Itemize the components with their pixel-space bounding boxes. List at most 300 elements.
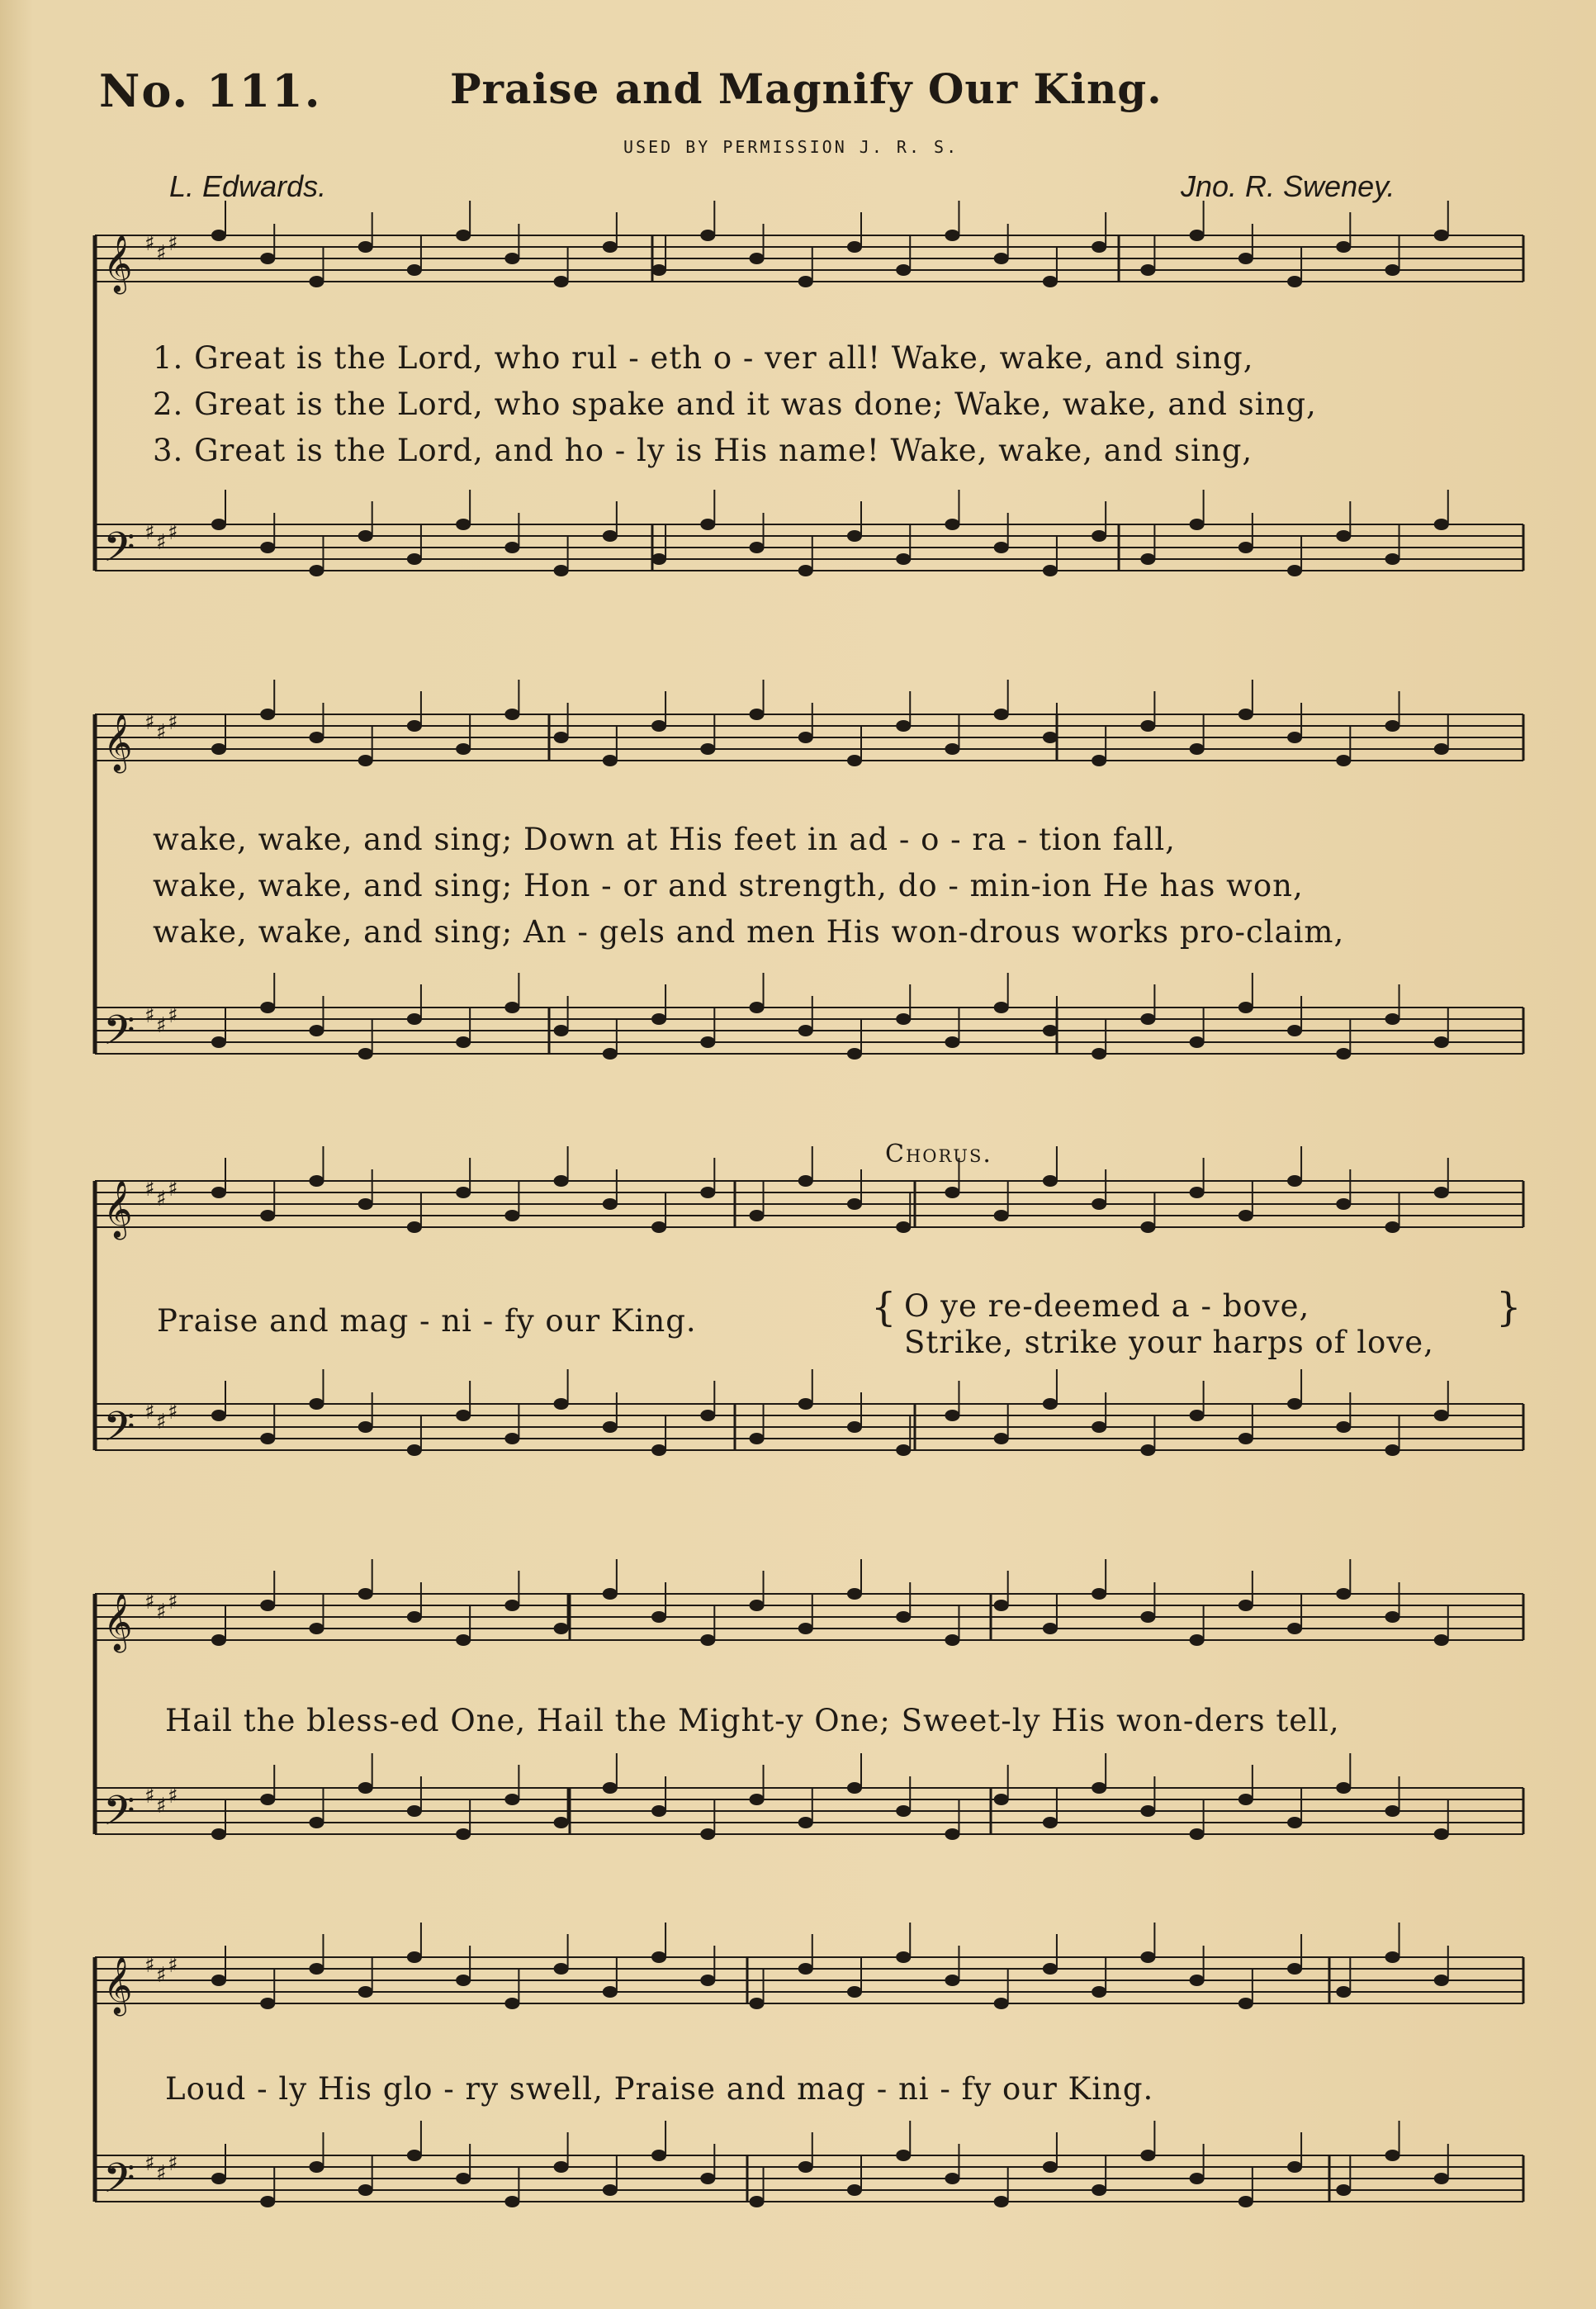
note-head xyxy=(456,1975,471,1986)
note-head xyxy=(260,709,275,720)
sharp-icon: ♯ xyxy=(156,720,167,745)
note-head xyxy=(1287,2161,1302,2173)
note-head xyxy=(994,1794,1009,1805)
note-head xyxy=(456,1410,471,1421)
note-head xyxy=(1238,253,1253,264)
note-head xyxy=(1385,1013,1400,1025)
note-head xyxy=(1238,2196,1253,2207)
sharp-icon: ♯ xyxy=(144,1590,155,1614)
note-head xyxy=(211,743,226,755)
note-head xyxy=(798,1398,813,1410)
bass-clef-icon: 𝄢 xyxy=(103,524,135,581)
verse-1-line-2: wake, wake, and sing; Down at His feet in ad - o - ra - tion fall, xyxy=(153,822,1176,857)
note-head xyxy=(1092,1782,1106,1794)
chorus-line-3: Loud - ly His glo - ry swell, Praise and mag - ni - fy our King. xyxy=(165,2071,1154,2107)
note-head xyxy=(554,1623,569,1634)
note-head xyxy=(1092,1421,1106,1433)
note-head xyxy=(1336,1986,1351,1998)
note-head xyxy=(358,530,373,542)
note-head xyxy=(1434,519,1449,530)
note-head xyxy=(211,1410,226,1421)
note-head xyxy=(1043,2161,1058,2173)
sharp-icon: ♯ xyxy=(156,1410,167,1434)
note-head xyxy=(1385,720,1400,732)
note-head xyxy=(1043,565,1058,576)
note-head xyxy=(1385,1805,1400,1817)
sharp-icon: ♯ xyxy=(156,530,167,555)
note-head xyxy=(309,2161,324,2173)
note-head xyxy=(260,1210,275,1221)
note-head xyxy=(1238,1600,1253,1611)
sharp-icon: ♯ xyxy=(168,2151,178,2176)
sharp-icon: ♯ xyxy=(156,241,167,266)
note-head xyxy=(798,1175,813,1187)
note-head xyxy=(700,1410,715,1421)
note-head xyxy=(994,2196,1009,2207)
note-head xyxy=(504,1433,519,1444)
note-head xyxy=(1238,709,1253,720)
note-head xyxy=(358,1782,373,1794)
note-head xyxy=(896,1805,911,1817)
note-head xyxy=(750,2196,765,2207)
note-head xyxy=(847,241,862,253)
note-head xyxy=(603,1198,618,1210)
note-head xyxy=(358,1048,373,1060)
note-head xyxy=(847,1048,862,1060)
note-head xyxy=(358,1588,373,1600)
note-head xyxy=(1434,1975,1449,1986)
note-head xyxy=(651,264,666,276)
note-head xyxy=(260,253,275,264)
note-head xyxy=(358,2184,373,2196)
note-head xyxy=(896,2150,911,2161)
note-head xyxy=(700,1187,715,1198)
note-head xyxy=(798,276,813,287)
note-head xyxy=(407,1221,422,1233)
note-head xyxy=(211,1975,226,1986)
note-head xyxy=(896,720,911,732)
sharp-icon: ♯ xyxy=(168,1590,178,1614)
note-head xyxy=(407,2150,422,2161)
treble-clef-icon: 𝄞 xyxy=(103,1593,133,1651)
note-head xyxy=(603,241,618,253)
note-head xyxy=(407,1013,422,1025)
sharp-icon: ♯ xyxy=(168,231,178,256)
note-head xyxy=(1238,1998,1253,2009)
note-head xyxy=(456,1634,471,1646)
note-head xyxy=(1336,1588,1351,1600)
note-head xyxy=(456,1187,471,1198)
note-head xyxy=(945,1410,959,1421)
note-head xyxy=(847,2184,862,2196)
sharp-icon: ♯ xyxy=(156,1600,167,1624)
sharp-icon: ♯ xyxy=(168,520,178,545)
note-head xyxy=(554,565,569,576)
note-head xyxy=(1092,530,1106,542)
note-head xyxy=(1190,743,1205,755)
note-head xyxy=(896,1951,911,1963)
note-head xyxy=(651,1951,666,1963)
note-head xyxy=(456,230,471,241)
note-head xyxy=(798,1025,813,1036)
chorus-line-2: Hail the bless-ed One, Hail the Might-y One; Sweet-ly His won-ders tell, xyxy=(165,1703,1340,1738)
note-head xyxy=(456,2173,471,2184)
note-head xyxy=(1043,1025,1058,1036)
note-head xyxy=(651,720,666,732)
note-head xyxy=(309,1398,324,1410)
verse-3-line-1: 3. Great is the Lord, and ho - ly is His name! Wake, wake, and sing, xyxy=(153,433,1253,468)
note-head xyxy=(750,253,765,264)
note-head xyxy=(798,1623,813,1634)
composer-credit: Jno. R. Sweney. xyxy=(1181,169,1395,203)
note-head xyxy=(1434,1828,1449,1840)
note-head xyxy=(1043,1623,1058,1634)
note-head xyxy=(945,1975,959,1986)
note-head xyxy=(554,276,569,287)
note-head xyxy=(945,519,959,530)
note-head xyxy=(1287,1025,1302,1036)
hymn-title: Praise and Magnify Our King. xyxy=(450,64,1163,113)
note-head xyxy=(1385,1611,1400,1623)
note-head xyxy=(260,542,275,553)
note-head xyxy=(1287,1175,1302,1187)
note-head xyxy=(309,1175,324,1187)
note-head xyxy=(945,1828,959,1840)
note-head xyxy=(700,1036,715,1048)
note-head xyxy=(1140,264,1155,276)
note-head xyxy=(1092,1048,1106,1060)
note-head xyxy=(1092,1198,1106,1210)
note-head xyxy=(309,1623,324,1634)
verse-3-line-2: wake, wake, and sing; An - gels and men His won-drous works pro-claim, xyxy=(153,914,1345,950)
note-head xyxy=(1287,1817,1302,1828)
note-head xyxy=(700,1634,715,1646)
note-head xyxy=(1092,241,1106,253)
note-head xyxy=(798,1817,813,1828)
note-head xyxy=(504,1600,519,1611)
note-head xyxy=(1336,1198,1351,1210)
note-head xyxy=(994,1210,1009,1221)
left-brace: { xyxy=(871,1284,897,1330)
note-head xyxy=(700,2173,715,2184)
note-head xyxy=(260,2196,275,2207)
note-head xyxy=(603,1421,618,1433)
note-head xyxy=(1385,553,1400,565)
note-head xyxy=(1140,1013,1155,1025)
note-head xyxy=(847,1782,862,1794)
permission-note: USED BY PERMISSION J. R. S. xyxy=(623,137,959,157)
note-head xyxy=(700,743,715,755)
note-head xyxy=(1287,1398,1302,1410)
note-head xyxy=(1434,2173,1449,2184)
note-head xyxy=(1238,1002,1253,1013)
note-head xyxy=(994,1998,1009,2009)
note-head xyxy=(554,1025,569,1036)
note-head xyxy=(945,743,959,755)
note-head xyxy=(750,542,765,553)
note-head xyxy=(847,755,862,766)
treble-clef-icon: 𝄞 xyxy=(103,1956,133,2014)
note-head xyxy=(603,755,618,766)
note-head xyxy=(1190,1828,1205,1840)
note-head xyxy=(750,1002,765,1013)
sharp-icon: ♯ xyxy=(144,1003,155,1028)
chorus-line-1b: Strike, strike your harps of love, xyxy=(904,1325,1434,1360)
note-head xyxy=(1043,1175,1058,1187)
note-head xyxy=(309,276,324,287)
note-head xyxy=(1092,755,1106,766)
note-head xyxy=(1434,1410,1449,1421)
note-head xyxy=(603,530,618,542)
note-head xyxy=(1336,2184,1351,2196)
verse-1-line-1: 1. Great is the Lord, who rul - eth o - ver all! Wake, wake, and sing, xyxy=(153,340,1254,376)
note-head xyxy=(1336,1048,1351,1060)
note-head xyxy=(1190,2173,1205,2184)
note-head xyxy=(554,1817,569,1828)
note-head xyxy=(1336,530,1351,542)
note-head xyxy=(358,1986,373,1998)
note-head xyxy=(407,1951,422,1963)
note-head xyxy=(456,519,471,530)
note-head xyxy=(1140,1805,1155,1817)
sharp-icon: ♯ xyxy=(156,1794,167,1818)
note-head xyxy=(260,1794,275,1805)
note-head xyxy=(504,1794,519,1805)
sharp-icon: ♯ xyxy=(144,231,155,256)
note-head xyxy=(651,1013,666,1025)
chorus-line-1a: O ye re-deemed a - bove, xyxy=(904,1288,1310,1324)
note-head xyxy=(1287,1623,1302,1634)
note-head xyxy=(504,542,519,553)
note-head xyxy=(945,1187,959,1198)
sharp-icon: ♯ xyxy=(144,1400,155,1425)
lyricist-credit: L. Edwards. xyxy=(169,169,327,203)
note-head xyxy=(260,1600,275,1611)
note-head xyxy=(994,542,1009,553)
note-head xyxy=(798,565,813,576)
note-head xyxy=(700,230,715,241)
note-head xyxy=(847,1588,862,1600)
note-head xyxy=(1434,1187,1449,1198)
note-head xyxy=(358,241,373,253)
note-head xyxy=(651,553,666,565)
note-head xyxy=(1092,1986,1106,1998)
note-head xyxy=(456,1828,471,1840)
sharp-icon: ♯ xyxy=(168,1400,178,1425)
note-head xyxy=(1336,241,1351,253)
note-head xyxy=(603,1048,618,1060)
note-head xyxy=(1434,1634,1449,1646)
note-head xyxy=(1385,264,1400,276)
chorus-label: Chorus. xyxy=(885,1140,992,1169)
note-head xyxy=(651,2150,666,2161)
note-head xyxy=(309,732,324,743)
verse-2-line-2: wake, wake, and sing; Hon - or and strength, do - min-ion He has won, xyxy=(153,868,1304,903)
note-head xyxy=(407,1611,422,1623)
note-head xyxy=(750,1998,765,2009)
note-head xyxy=(896,1013,911,1025)
note-head xyxy=(1287,276,1302,287)
note-head xyxy=(1140,2150,1155,2161)
note-head xyxy=(896,553,911,565)
note-head xyxy=(211,1634,226,1646)
sharp-icon: ♯ xyxy=(168,1784,178,1809)
note-head xyxy=(1092,1588,1106,1600)
note-head xyxy=(1043,276,1058,287)
note-head xyxy=(1140,720,1155,732)
note-head xyxy=(1287,1963,1302,1975)
hymn-number: No. 111. xyxy=(99,64,322,117)
bass-clef-icon: 𝄢 xyxy=(103,1787,135,1845)
note-head xyxy=(847,1421,862,1433)
note-head xyxy=(1140,553,1155,565)
note-head xyxy=(700,519,715,530)
note-head xyxy=(896,264,911,276)
note-head xyxy=(1043,732,1058,743)
note-head xyxy=(896,1221,911,1233)
note-head xyxy=(603,1588,618,1600)
note-head xyxy=(847,530,862,542)
note-head xyxy=(945,2173,959,2184)
note-head xyxy=(211,1036,226,1048)
note-head xyxy=(407,264,422,276)
sharp-icon: ♯ xyxy=(144,520,155,545)
note-head xyxy=(700,1828,715,1840)
note-head xyxy=(260,1002,275,1013)
treble-clef-icon: 𝄞 xyxy=(103,714,133,771)
treble-clef-icon: 𝄞 xyxy=(103,235,133,292)
note-head xyxy=(358,755,373,766)
note-head xyxy=(554,1175,569,1187)
note-head xyxy=(1092,2184,1106,2196)
note-head xyxy=(211,1828,226,1840)
note-head xyxy=(1238,542,1253,553)
note-head xyxy=(896,1444,911,1456)
note-head xyxy=(504,2196,519,2207)
note-head xyxy=(1190,1634,1205,1646)
note-head xyxy=(603,1986,618,1998)
note-head xyxy=(358,1198,373,1210)
note-head xyxy=(700,1975,715,1986)
note-head xyxy=(750,1600,765,1611)
note-head xyxy=(1140,1611,1155,1623)
note-head xyxy=(1043,1963,1058,1975)
note-head xyxy=(1043,1398,1058,1410)
note-head xyxy=(1434,230,1449,241)
note-head xyxy=(1238,1210,1253,1221)
note-head xyxy=(456,1036,471,1048)
sharp-icon: ♯ xyxy=(144,1177,155,1202)
note-head xyxy=(504,1002,519,1013)
note-head xyxy=(504,1998,519,2009)
sharp-icon: ♯ xyxy=(168,1003,178,1028)
note-head xyxy=(994,1433,1009,1444)
sharp-icon: ♯ xyxy=(168,1177,178,1202)
note-head xyxy=(1434,1036,1449,1048)
note-head xyxy=(651,1444,666,1456)
note-head xyxy=(407,1805,422,1817)
note-head xyxy=(407,720,422,732)
note-head xyxy=(1238,1794,1253,1805)
note-head xyxy=(504,1210,519,1221)
note-head xyxy=(1140,1951,1155,1963)
note-head xyxy=(1385,1221,1400,1233)
note-head xyxy=(994,709,1009,720)
bass-clef-icon: 𝄢 xyxy=(103,1403,135,1461)
sharp-icon: ♯ xyxy=(144,1784,155,1809)
note-head xyxy=(798,2161,813,2173)
right-brace: } xyxy=(1496,1284,1522,1330)
sharp-icon: ♯ xyxy=(144,710,155,735)
note-head xyxy=(847,1198,862,1210)
note-head xyxy=(1336,1782,1351,1794)
note-head xyxy=(1336,755,1351,766)
note-head xyxy=(945,1036,959,1048)
note-head xyxy=(1385,1444,1400,1456)
note-head xyxy=(603,2184,618,2196)
note-head xyxy=(407,553,422,565)
note-head xyxy=(456,743,471,755)
note-head xyxy=(1190,1975,1205,1986)
treble-clef-icon: 𝄞 xyxy=(103,1180,133,1238)
note-head xyxy=(1190,1187,1205,1198)
note-head xyxy=(896,1611,911,1623)
note-head xyxy=(358,1421,373,1433)
note-head xyxy=(211,230,226,241)
note-head xyxy=(1140,1221,1155,1233)
note-head xyxy=(798,1963,813,1975)
verse-2-line-1: 2. Great is the Lord, who spake and it was done; Wake, wake, and sing, xyxy=(153,386,1317,422)
note-head xyxy=(1385,1951,1400,1963)
note-head xyxy=(798,732,813,743)
note-head xyxy=(554,2161,569,2173)
note-head xyxy=(309,1025,324,1036)
note-head xyxy=(651,1221,666,1233)
note-head xyxy=(750,1210,765,1221)
sharp-icon: ♯ xyxy=(168,1953,178,1978)
note-head xyxy=(1434,743,1449,755)
sharp-icon: ♯ xyxy=(156,1187,167,1211)
sharp-icon: ♯ xyxy=(156,2161,167,2186)
note-head xyxy=(1385,2150,1400,2161)
note-head xyxy=(260,1998,275,2009)
note-head xyxy=(554,1398,569,1410)
note-head xyxy=(1043,1817,1058,1828)
note-head xyxy=(1140,1444,1155,1456)
note-head xyxy=(750,709,765,720)
note-head xyxy=(309,1963,324,1975)
note-head xyxy=(1287,565,1302,576)
note-head xyxy=(994,1600,1009,1611)
note-head xyxy=(211,2173,226,2184)
note-head xyxy=(1238,1433,1253,1444)
bass-clef-icon: 𝄢 xyxy=(103,2155,135,2212)
note-head xyxy=(211,1187,226,1198)
note-head xyxy=(1287,732,1302,743)
sharp-icon: ♯ xyxy=(156,1013,167,1038)
note-head xyxy=(1190,519,1205,530)
note-head xyxy=(651,1805,666,1817)
sharp-icon: ♯ xyxy=(144,2151,155,2176)
note-head xyxy=(603,1782,618,1794)
note-head xyxy=(407,1444,422,1456)
note-head xyxy=(945,230,959,241)
note-head xyxy=(750,1433,765,1444)
note-head xyxy=(994,253,1009,264)
note-head xyxy=(260,1433,275,1444)
note-head xyxy=(1336,1421,1351,1433)
note-head xyxy=(554,1963,569,1975)
